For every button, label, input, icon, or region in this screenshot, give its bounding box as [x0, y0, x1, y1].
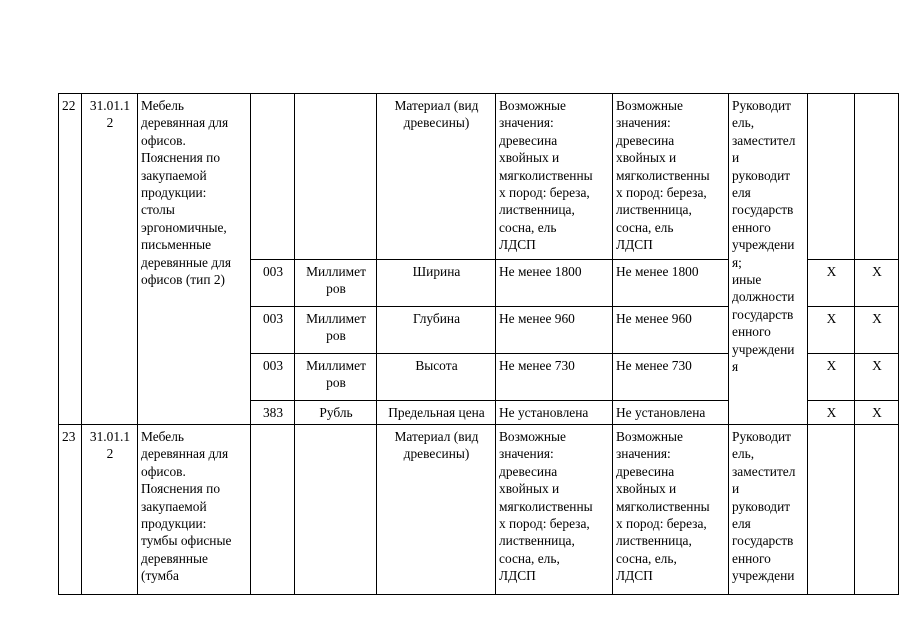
mark-x: X [855, 260, 899, 307]
okei-code: 003 [251, 307, 295, 354]
characteristic-value: Не менее 960 [496, 307, 613, 354]
okei-code-cell [251, 425, 295, 595]
product-name: Мебель деревянная для офисов. Пояснения по закупаемой продукции: столы эргономичные, письменные деревянные для офисов (тип 2) [138, 94, 251, 425]
row-number: 22 [59, 94, 82, 425]
unit-cell [295, 425, 377, 595]
okei-code: 003 [251, 354, 295, 401]
mark-x: X [808, 401, 855, 425]
characteristic-name: Ширина [377, 260, 496, 307]
characteristic-value: Не установлена [496, 401, 613, 425]
table-row [59, 425, 899, 595]
characteristic-value-approved: Не менее 730 [613, 354, 729, 401]
row-number: 23 [59, 425, 82, 595]
position-holders: Руководит ель, заместител и руководит еля государств енного учреждени [729, 425, 808, 595]
mark-x: X [808, 260, 855, 307]
okpd-code: 31.01.1 2 [82, 425, 138, 595]
unit-cell [295, 94, 377, 260]
mark-x: X [855, 307, 899, 354]
okei-code-cell [251, 94, 295, 260]
characteristic-value: Не менее 730 [496, 354, 613, 401]
unit-name: Миллимет ров [295, 307, 377, 354]
unit-name: Миллимет ров [295, 354, 377, 401]
mark-cell [855, 425, 899, 595]
mark-x: X [808, 354, 855, 401]
position-holders: Руководит ель, заместител и руководит еля государств енного учреждени я; иные должности государств енного учреждени я [729, 94, 808, 425]
okei-code: 003 [251, 260, 295, 307]
table-row [59, 94, 899, 260]
characteristic-name: Высота [377, 354, 496, 401]
okpd-code: 31.01.1 2 [82, 94, 138, 425]
characteristic-name: Материал (вид древесины) [377, 94, 496, 260]
characteristic-value-approved: Не менее 960 [613, 307, 729, 354]
characteristic-value: Возможные значения: древесина хвойных и мягколиственны х пород: береза, лиственница, сосна, ель, ЛДСП [496, 425, 613, 595]
mark-cell [808, 425, 855, 595]
characteristic-name: Глубина [377, 307, 496, 354]
unit-name: Рубль [295, 401, 377, 425]
mark-cell [855, 94, 899, 260]
mark-x: X [808, 307, 855, 354]
okei-code: 383 [251, 401, 295, 425]
characteristic-value-approved: Не установлена [613, 401, 729, 425]
characteristic-value-approved: Возможные значения: древесина хвойных и мягколиственны х пород: береза, лиственница, сосна, ель, ЛДСП [613, 425, 729, 595]
characteristic-value: Не менее 1800 [496, 260, 613, 307]
mark-x: X [855, 401, 899, 425]
characteristic-name: Предельная цена [377, 401, 496, 425]
unit-name: Миллимет ров [295, 260, 377, 307]
characteristic-value-approved: Возможные значения: древесина хвойных и мягколиственны х пород: береза, лиственница, сосна, ель ЛДСП [613, 94, 729, 260]
characteristic-value-approved: Не менее 1800 [613, 260, 729, 307]
characteristic-value: Возможные значения: древесина хвойных и мягколиственны х пород: береза, лиственница, сосна, ель ЛДСП [496, 94, 613, 260]
product-name: Мебель деревянная для офисов. Пояснения по закупаемой продукции: тумбы офисные деревянные (тумба [138, 425, 251, 595]
characteristic-name: Материал (вид древесины) [377, 425, 496, 595]
procurement-requirements-table [58, 93, 899, 595]
mark-cell [808, 94, 855, 260]
mark-x: X [855, 354, 899, 401]
